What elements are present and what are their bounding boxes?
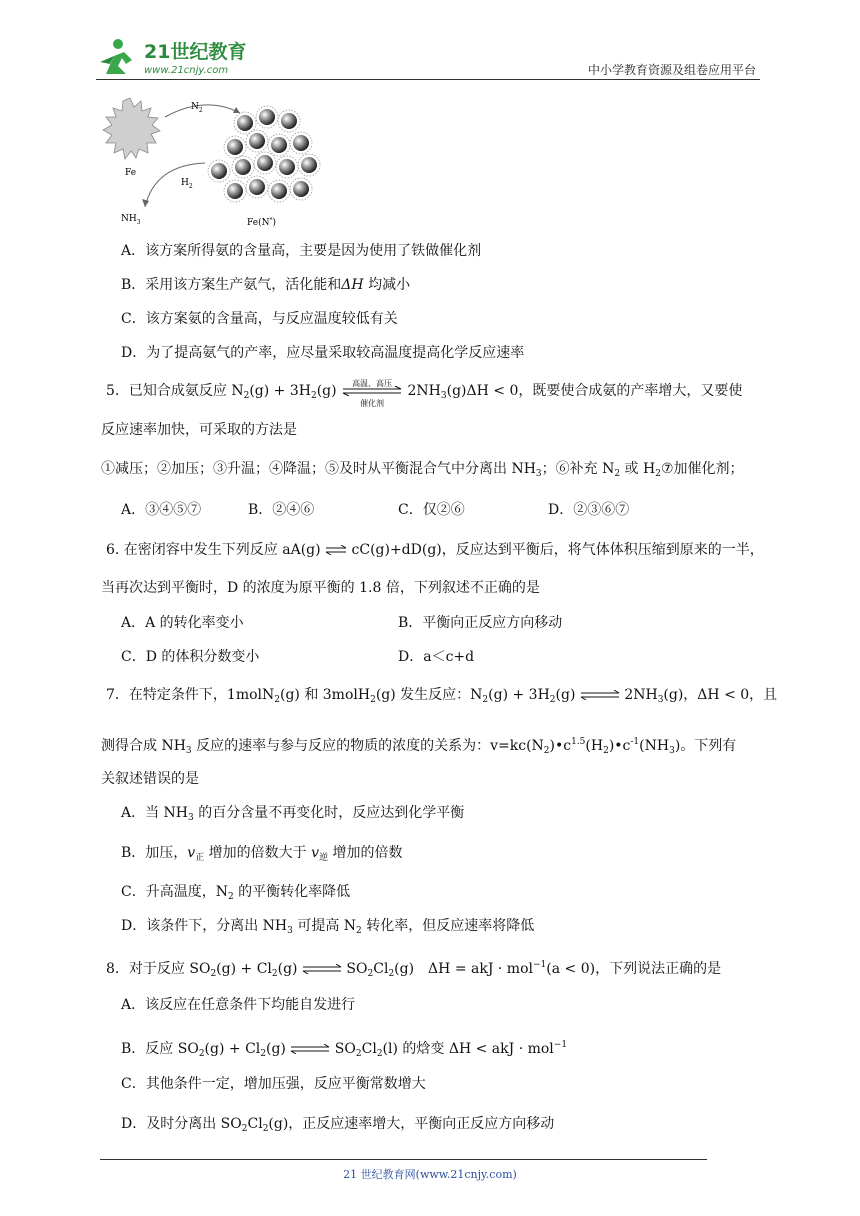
reversible-arrow-icon — [580, 690, 620, 700]
q4-option-a: A．该方案所得氨的含量高，主要是因为使用了铁做催化剂 — [121, 243, 482, 259]
q8-option-a: A．该反应在任意条件下均能自发进行 — [121, 997, 356, 1013]
reversible-arrow-icon — [290, 1044, 330, 1054]
svg-text:Fe(N*): Fe(N*) — [247, 217, 276, 228]
q5-stem: 5．已知合成氨反应 $N_2(g) + 3H_2(g)$ 高温、高压 催化剂 $2NH_3(g)\Delta H < 0$，既要使合成氨的产率增大，又要使 — [106, 379, 743, 408]
q7-option-d: D．该条件下，分离出 $NH_3$ 可提高 $N_2$ 转化率，但反应速率将降低 — [121, 918, 535, 936]
footer-divider — [100, 1159, 707, 1160]
q5-option-a: A．③④⑤⑦ — [121, 502, 202, 518]
q6-option-d: D．a＜c+d — [398, 649, 475, 665]
reversible-arrow-icon — [325, 545, 347, 555]
footer-link[interactable]: 21 世纪教育网(www.21cnjy.com) — [343, 1168, 517, 1181]
q7-stem: 7．在特定条件下，1molN$_2$(g) 和 3molH$_2$(g) 发生反应：$N_2(g) + 3H_2(g)$ $2NH_3(g)$，ΔH < 0，且 — [106, 687, 778, 705]
q4-option-c: C．该方案氨的含量高，与反应温度较低有关 — [121, 311, 398, 327]
q8-option-c: C．其他条件一定，增加压强，反应平衡常数增大 — [121, 1076, 426, 1092]
header-divider — [96, 79, 760, 80]
svg-text:H2: $H_2$ — [181, 178, 193, 190]
q4-option-b: B．采用该方案生产氨气，活化能和ΔH 均减小 — [121, 277, 411, 293]
q5-option-b: B．②④⑥ — [248, 502, 315, 518]
q8-option-d: D．及时分离出 $SO_2Cl_2(g)$，正反应速率增大，平衡向正反应方向移动 — [121, 1116, 555, 1134]
q5-methods: ①减压；②加压；③升温；④降温；⑤及时从平衡混合气中分离出 $NH_3$；⑥补充 $N_2$ 或 $H_2⑦$加催化剂； — [101, 461, 744, 479]
q6-option-b: B．平衡向正反应方向移动 — [398, 615, 563, 631]
q8-stem: 8．对于反应 $SO_2(g) + Cl_2(g)$ $SO_2Cl_2(g)$ ΔH = akJ · mol$^{-1}$(a < 0)，下列说法正确的是 — [106, 960, 722, 979]
svg-text:NH3: $NH_3$ — [121, 214, 141, 226]
q6-option-c: C．D 的体积分数变小 — [121, 649, 260, 665]
q7-stem-line3: 关叙述错误的是 — [101, 771, 199, 787]
q7-option-c: C．升高温度，$N_2$ 的平衡转化率降低 — [121, 884, 351, 902]
svg-text:N2: $N_2$ — [191, 102, 203, 114]
q5-option-c: C．仅②⑥ — [398, 502, 465, 518]
equilibrium-arrow-icon: 高温、高压 催化剂 — [341, 382, 403, 400]
logo-url: www.21cnjy.com — [144, 65, 229, 76]
q6-option-a: A．A 的转化率变小 — [121, 615, 244, 631]
catalysis-diagram — [95, 95, 345, 233]
logo-text: 21世纪教育 — [144, 41, 247, 63]
fe-particle-icon — [103, 98, 160, 159]
q5-stem-line2: 反应速率加快，可采取的方法是 — [101, 422, 297, 438]
header-platform-name: 中小学教育资源及组卷应用平台 — [587, 63, 756, 77]
reversible-arrow-icon — [302, 964, 342, 974]
q8-option-b: B．反应 $SO_2(g) + Cl_2(g)$ $SO_2Cl_2(l)$ 的焓变 ΔH < akJ · mol$^{-1}$ — [121, 1040, 568, 1059]
q7-option-b: B．加压，$v_正$ 增加的倍数大于 $v_逆$ 增加的倍数 — [121, 845, 403, 863]
site-logo[interactable] — [96, 34, 256, 80]
q6-stem: 6. 在密闭容中发生下列反应 aA(g) cC(g)+dD(g)，反应达到平衡后，将气体体积压缩到原来的一半， — [106, 542, 764, 558]
q7-option-a: A．当 $NH_3$ 的百分含量不再变化时，反应达到化学平衡 — [121, 805, 465, 823]
q4-option-d: D．为了提高氨气的产率，应尽量采取较高温度提高化学反应速率 — [121, 345, 525, 361]
q5-option-d: D．②③⑥⑦ — [548, 502, 630, 518]
q7-rate-law: 测得合成 $NH_3$ 反应的速率与参与反应的物质的浓度的关系为：$v=kc(N_2)•c^{1.5}(H_2)•c^{-1}(NH_3)$。下列有 — [101, 737, 737, 756]
fe-label: Fe — [125, 168, 137, 178]
q6-stem-line2: 当再次达到平衡时，D 的浓度为原平衡的 1.8 倍，下列叙述不正确的是 — [101, 580, 540, 596]
